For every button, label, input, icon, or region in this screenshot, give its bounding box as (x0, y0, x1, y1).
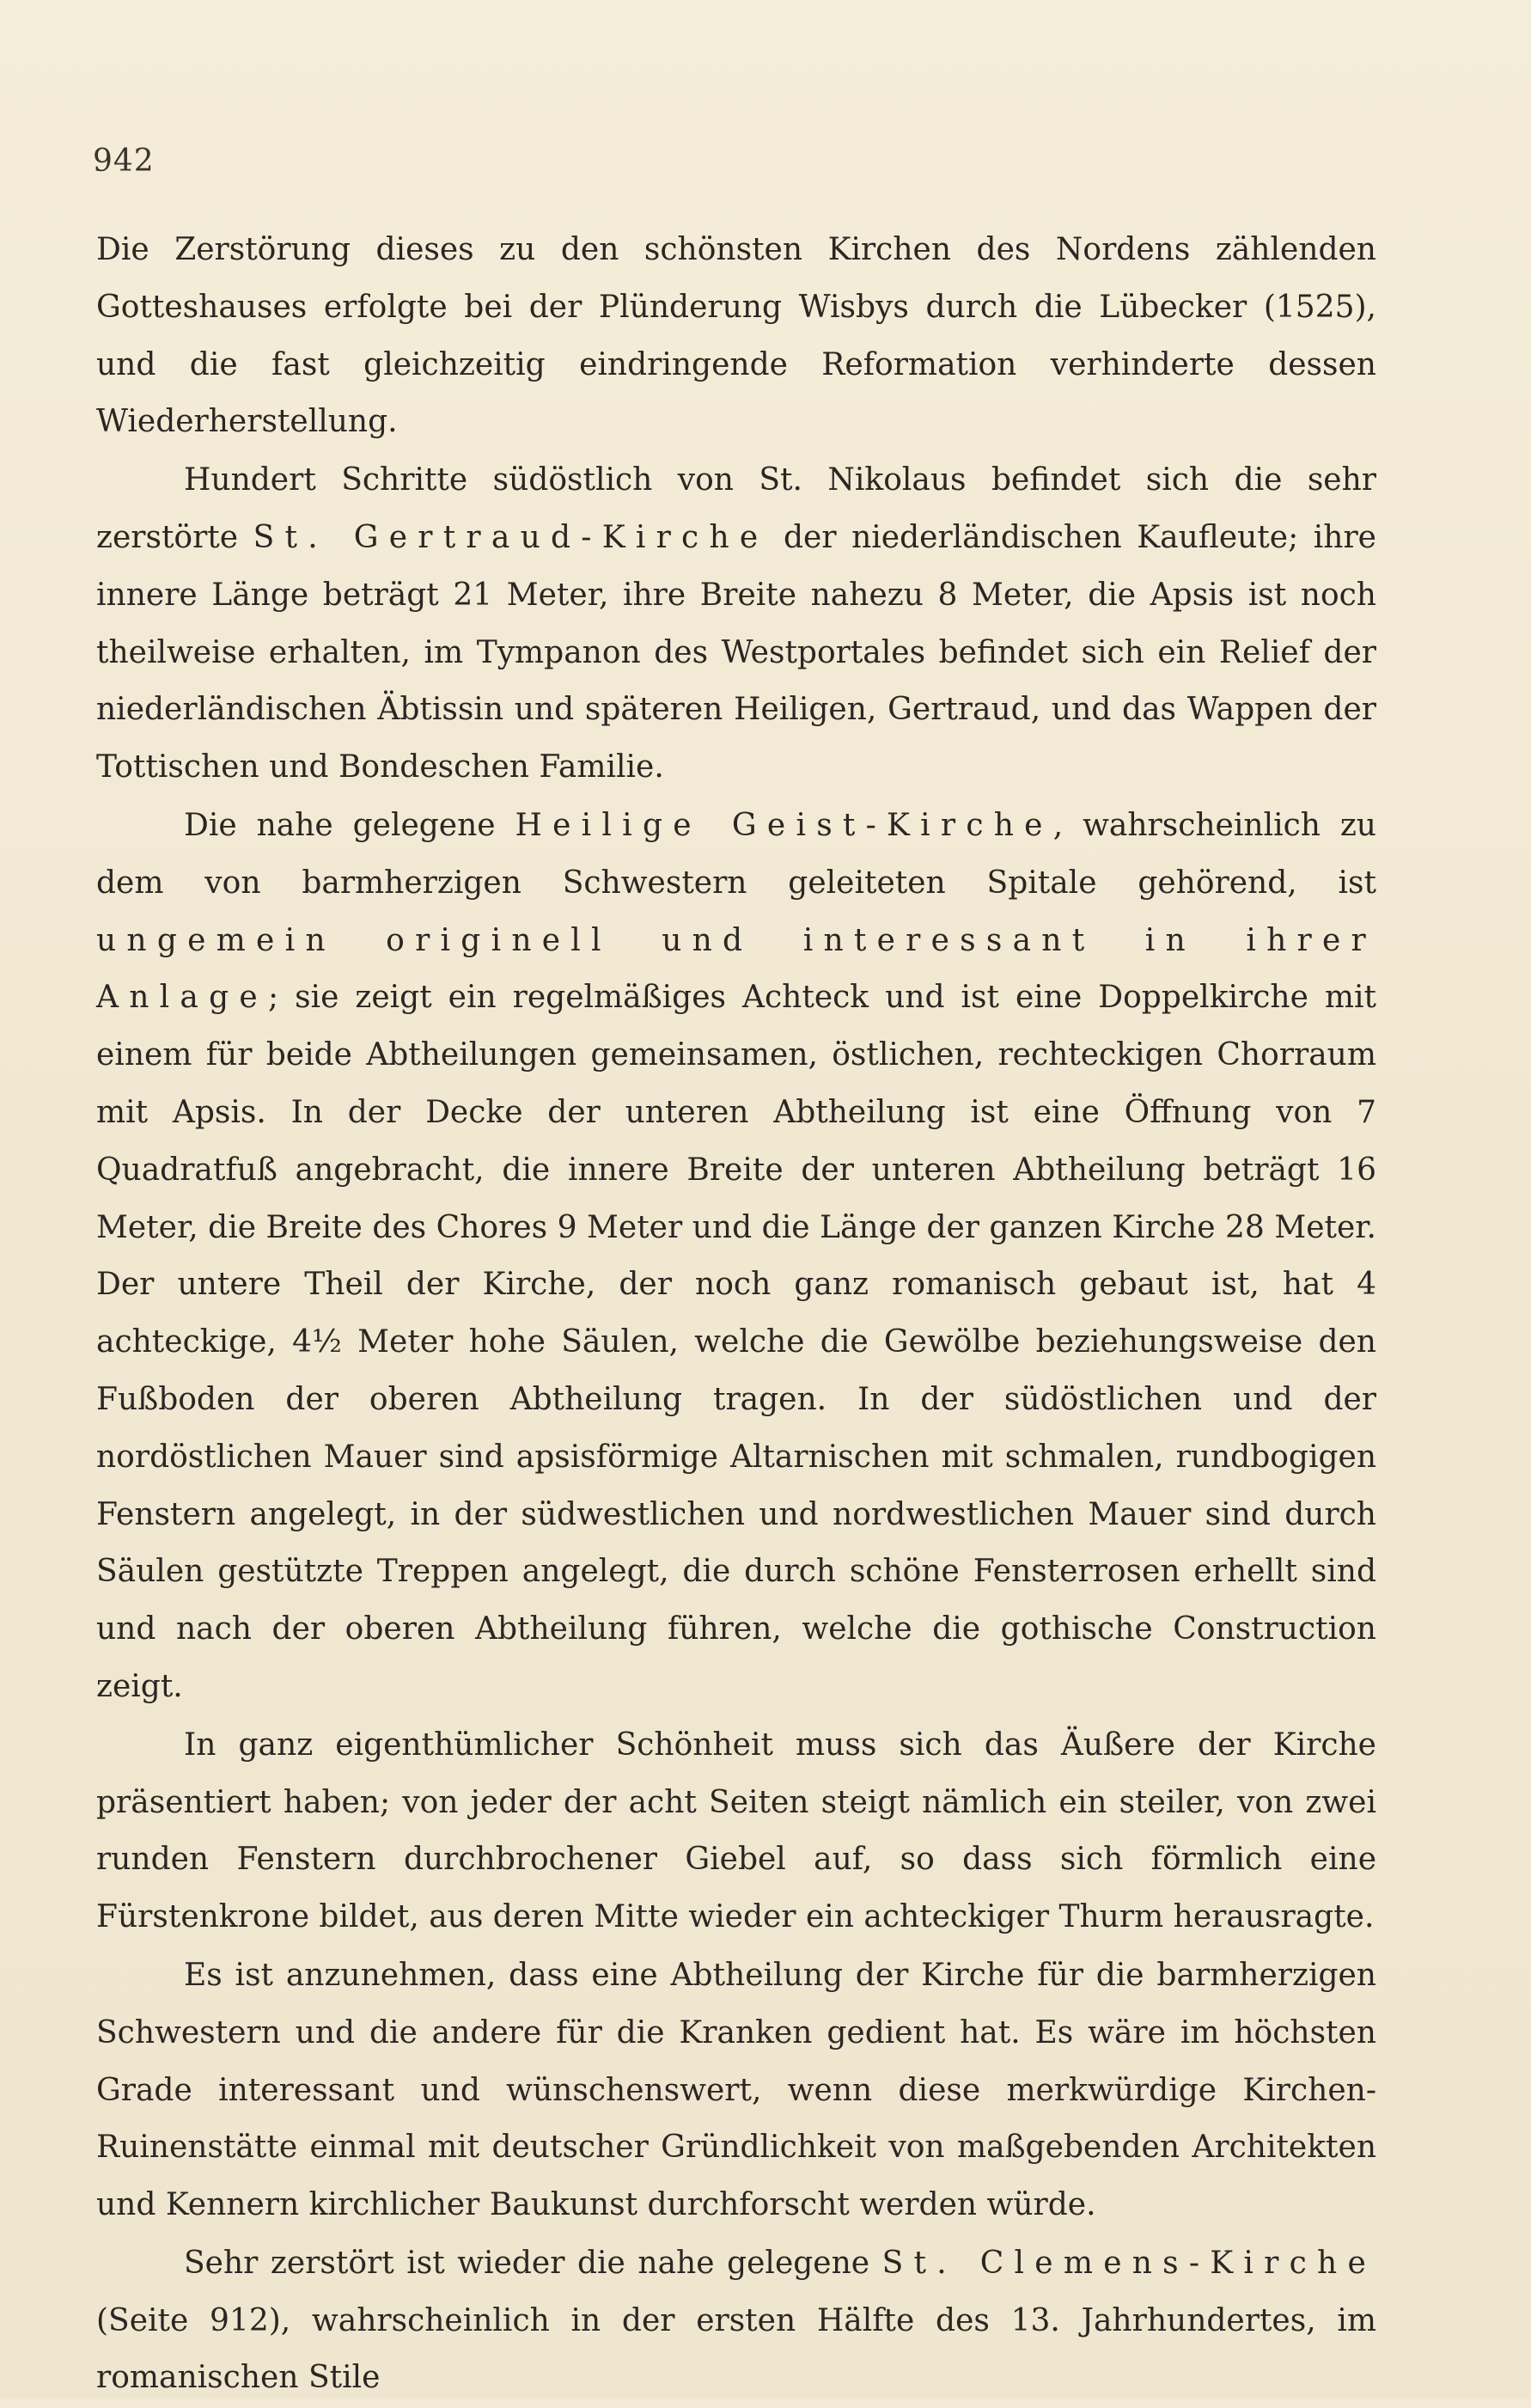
paragraph-text: Sehr zerstört ist wieder die nahe gelegene (184, 2245, 882, 2281)
paragraph-text: In ganz eigenthümlicher Schönheit muss sich das Äußere der Kirche präsentiert haben; von jeder der acht Seiten steigt nämlich ein steiler, von zwei runden Fenstern durchbrochener Giebel auf, so dass sich förmlich eine Fürstenkrone bildet, aus deren Mitte wieder ein achteckiger Thurm herausragte. (96, 1727, 1376, 1935)
paragraph-exterior (96, 1717, 1376, 1947)
paragraph-text: ; sie zeigt ein regelmäßiges Achteck und ist eine Doppelkirche mit einem für beide Abtheilungen gemeinsamen, östlichen, rechteckigen Chorraum mit Apsis. In der Decke der unteren Abtheilung ist eine Öffnung von 7 Quadratfuß angebracht, die innere Breite der unteren Abtheilung beträgt 16 Meter, die Breite des Chores 9 Meter und die Länge der ganzen Kirche 28 Meter. Der untere Theil der Kirche, der noch ganz romanisch gebaut ist, hat 4 achteckige, 4½ Meter hohe Säulen, welche die Gewölbe beziehungsweise den Fußboden der oberen Abtheilung tragen. In der südöstlichen und der nordöstlichen Mauer sind apsisförmige Altarnischen mit schmalen, rundbogigen Fenstern angelegt, in der südwestlichen und nordwestlichen Mauer sind durch Säulen gestützte Treppen angelegt, die durch schöne Fensterrosen erhellt sind und nach der oberen Abtheilung führen, welche die gothische Construction zeigt. (96, 980, 1376, 1704)
emphasized-phrase: ungemein originell und interessant in ihrer Anlage (96, 922, 1376, 1016)
emphasized-church-name: Heilige Geist-Kirche (515, 807, 1053, 843)
paragraph-destruction (96, 222, 1376, 451)
paragraph-st-clemens (96, 2235, 1376, 2407)
paragraph-text: Hundert Schritte südöstlich von St. Nikolaus befindet sich die sehr zerstörte (96, 462, 1376, 555)
paragraph-text: Es ist anzunehmen, dass eine Abtheilung der Kirche für die barmherzigen Schwestern und die andere für die Kranken gedient hat. Es wäre im höchsten Grade interessant und wünschenswert, wenn diese merkwürdige Kirchen-Ruinenstätte einmal mit deutscher Gründlichkeit von maßgebenden Architekten und Kennern kirchlicher Baukunst durchforscht werden würde. (96, 1957, 1376, 2223)
paragraph-heilige-geist (96, 798, 1376, 1716)
page-number: 942 (93, 144, 155, 179)
paragraph-purpose (96, 1947, 1376, 2234)
paragraph-text: , wahrscheinlich zu dem von barmherzigen Schwestern geleiteten Spitale gehörend, ist (96, 807, 1376, 901)
emphasized-church-name: St. Clemens-Kirche (881, 2245, 1376, 2281)
paragraph-text: (Seite 912), wahrscheinlich in der ersten Hälfte des 13. Jahrhundertes, im romanischen Stile (96, 2302, 1376, 2396)
body-text (96, 222, 1376, 2408)
paragraph-st-gertraud (96, 452, 1376, 797)
emphasized-church-name: St. Gertraud-Kirche (253, 519, 769, 555)
paragraph-text: der niederländischen Kaufleute; ihre innere Länge beträgt 21 Meter, ihre Breite nahezu 8 Meter, die Apsis ist noch theilweise erhalten, im Tympanon des Westportales befindet sich ein Relief der niederländischen Äbtissin und späteren Heiligen, Gertraud, und das Wappen der Tottischen und Bondeschen Familie. (96, 519, 1376, 785)
paragraph-text: Die Zerstörung dieses zu den schönsten Kirchen des Nordens zählenden Gotteshauses erfolgte bei der Plünderung Wisbys durch die Lübecker (1525), und die fast gleichzeitig eindringende Reformation verhinderte dessen Wiederherstellung. (96, 232, 1376, 440)
paragraph-text: Die nahe gelegene (184, 807, 515, 843)
